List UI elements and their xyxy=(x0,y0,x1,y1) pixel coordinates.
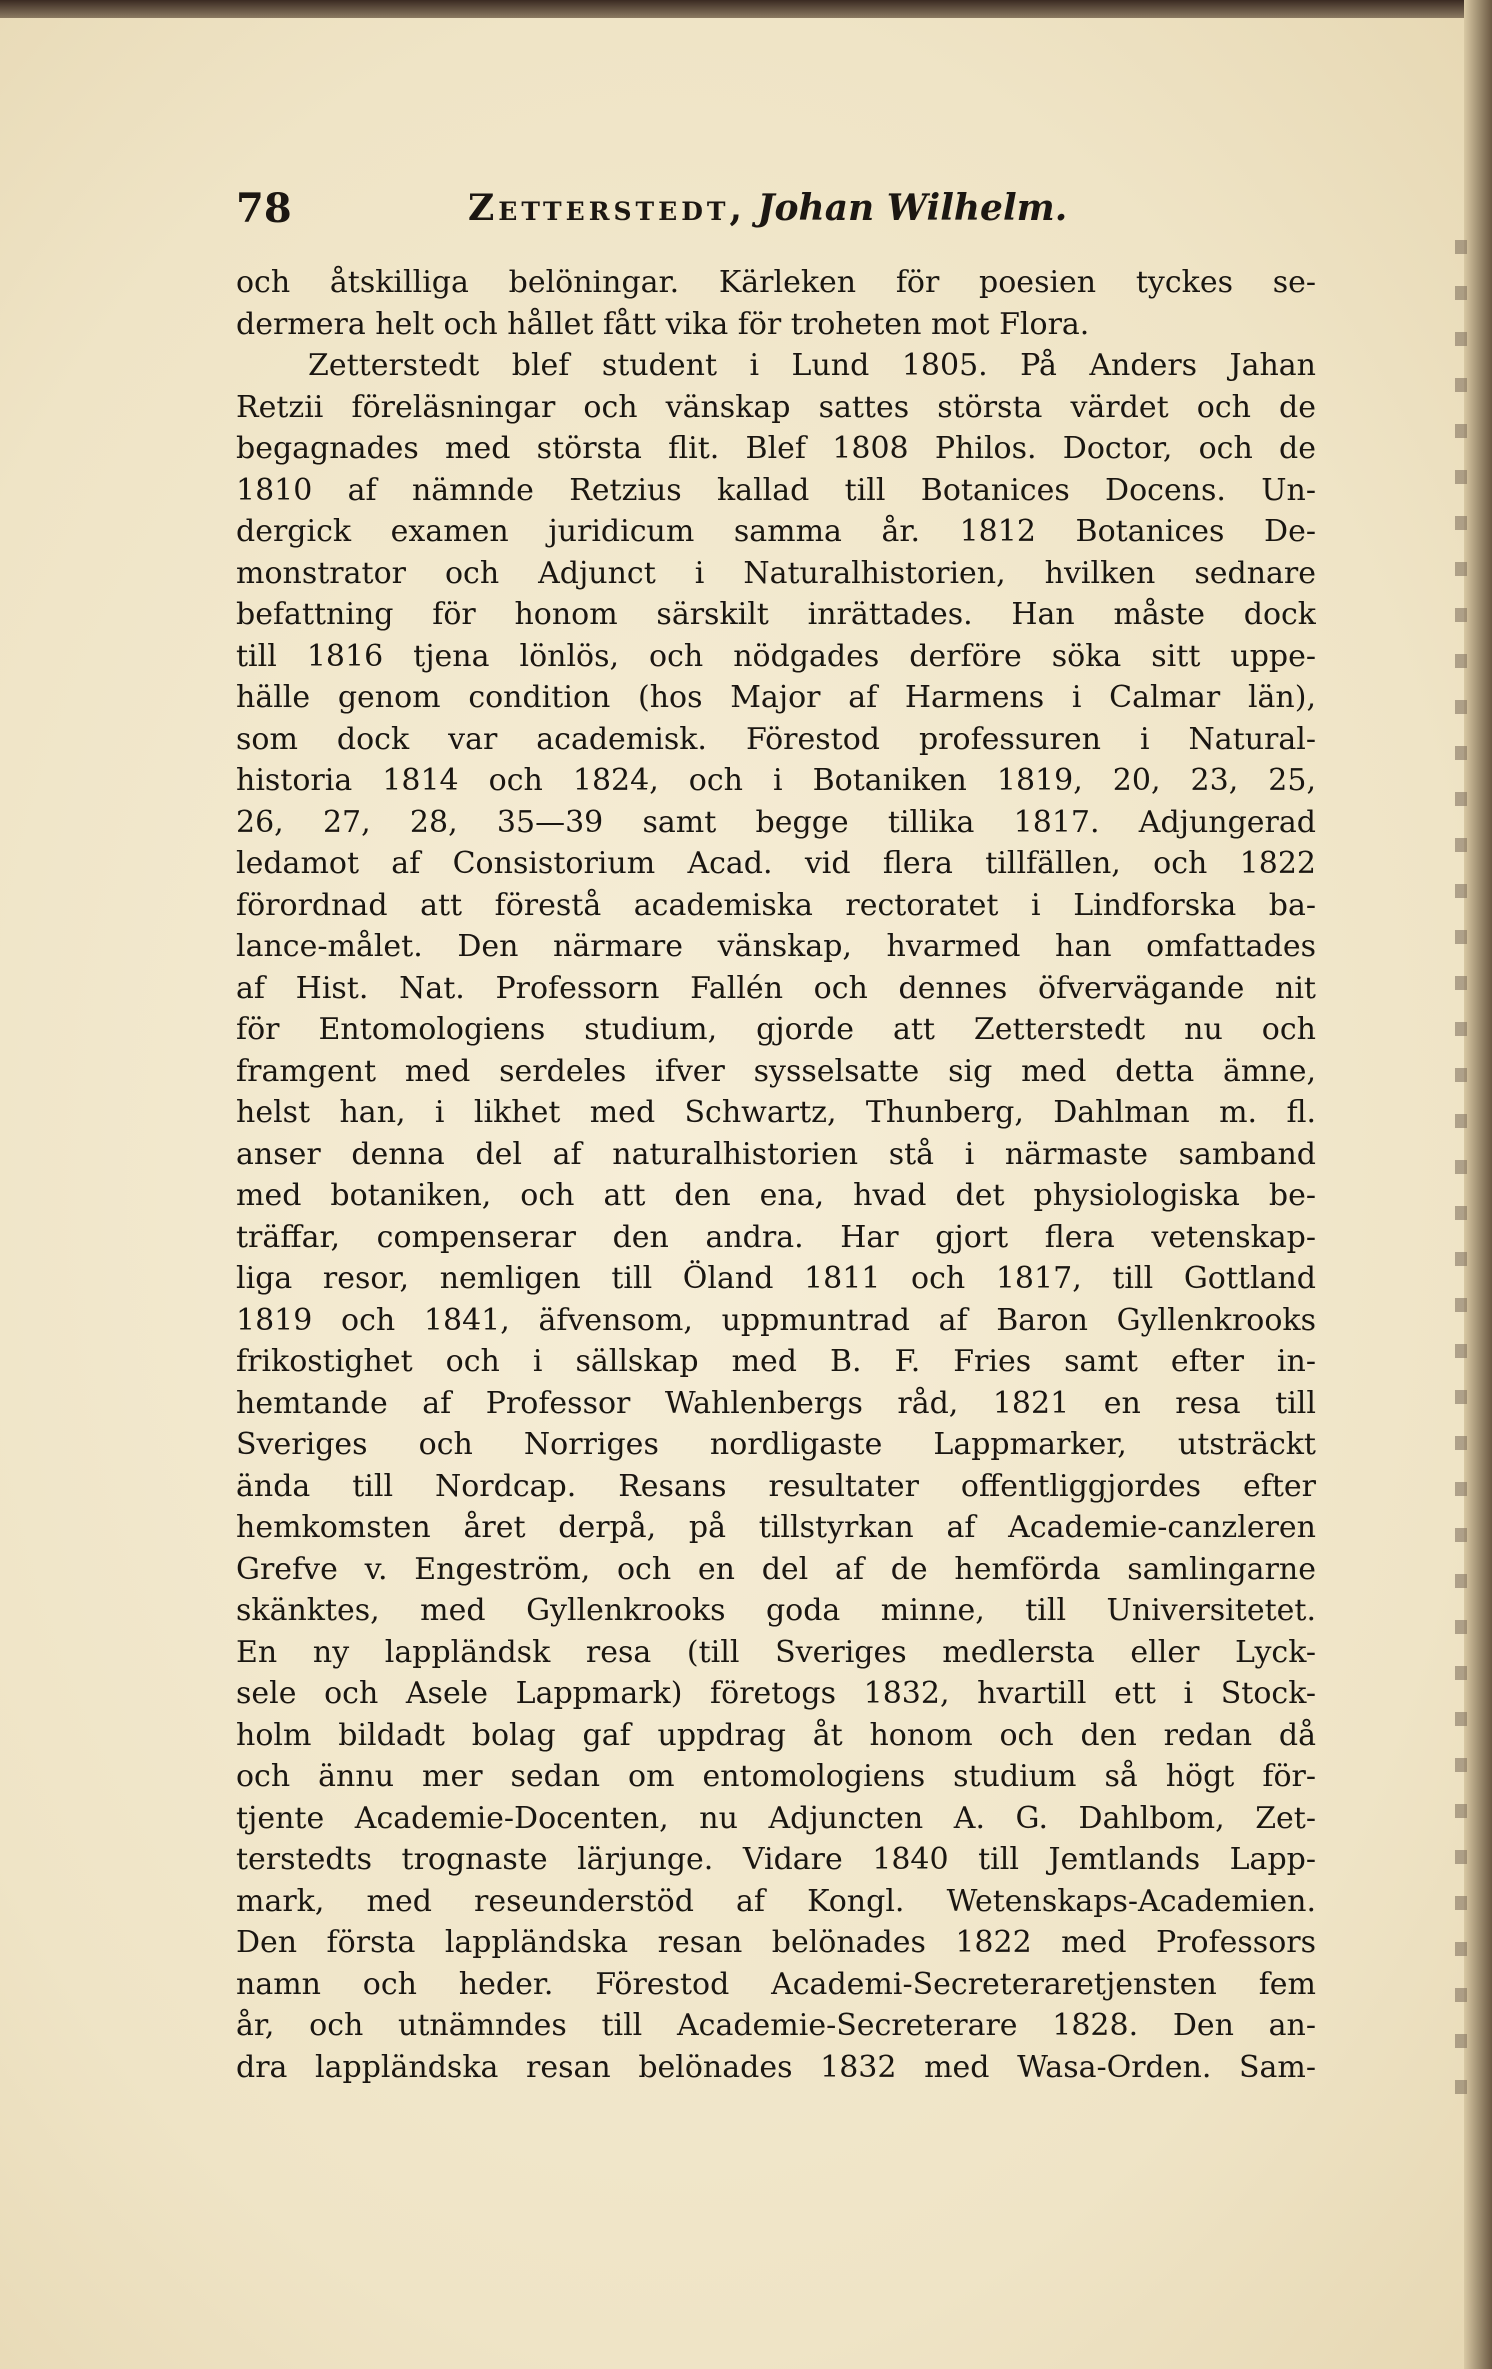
text-line: förordnad att förestå academiska rectoratet i Lindforska ba- xyxy=(236,887,1316,923)
text-line: tjente Academie-Docenten, nu Adjuncten A. G. Dahlbom, Zet- xyxy=(236,1800,1316,1836)
text-line: framgent med serdeles ifver sysselsatte sig med detta ämne, xyxy=(236,1053,1316,1089)
text-line: befattning för honom särskilt inrättades. Han måste dock xyxy=(236,597,1316,632)
text-line: hemtande af Professor Wahlenbergs råd, 1821 en resa till xyxy=(236,1385,1316,1421)
text-line: och ännu mer sedan om entomologiens studium så högt för- xyxy=(236,1759,1316,1794)
text-line: lance-målet. Den närmare vänskap, hvarmed han omfattades xyxy=(236,929,1316,964)
page-header xyxy=(236,185,1316,245)
text-line: ända till Nordcap. Resans resultater offentliggjordes efter xyxy=(236,1468,1316,1504)
text-line: mark, med reseunderstöd af Kongl. Wetenskaps-Academien. xyxy=(236,1883,1316,1919)
text-line: för Entomologiens studium, gjorde att Zetterstedt nu och xyxy=(236,1012,1316,1047)
text-line: till 1816 tjena lönlös, och nödgades derföre söka sitt uppe- xyxy=(236,638,1316,674)
text-line: terstedts trognaste lärjunge. Vidare 1840 till Jemtlands Lapp- xyxy=(236,1842,1316,1877)
page-right-edge xyxy=(1464,0,1492,2369)
text-line: dra lappländska resan belönades 1832 med Wasa-Orden. Sam- xyxy=(236,2049,1316,2085)
text-line: hälle genom condition (hos Major af Harmens i Calmar län), xyxy=(236,680,1316,715)
text-line: anser denna del af naturalhistorien stå i närmaste samband xyxy=(236,1136,1316,1172)
text-line: holm bildadt bolag gaf uppdrag åt honom och den redan då xyxy=(236,1717,1316,1753)
text-line: träffar, compenserar den andra. Har gjort flera vetenskap- xyxy=(236,1219,1316,1255)
text-line: ledamot af Consistorium Acad. vid flera tillfällen, och 1822 xyxy=(236,846,1316,881)
text-line: monstrator och Adjunct i Naturalhistorien, hvilken sednare xyxy=(236,555,1316,591)
text-line: hemkomsten året derpå, på tillstyrkan af Academie-canzleren xyxy=(236,1510,1316,1545)
text-line: sele och Asele Lappmark) företogs 1832, hvartill ett i Stock- xyxy=(236,1676,1316,1711)
text-line: Grefve v. Engeström, och en del af de hemförda samlingarne xyxy=(236,1551,1316,1587)
text-line: med botaniken, och att den ena, hvad det physiologiska be- xyxy=(236,1178,1316,1213)
text-line: namn och heder. Förestod Academi-Secreteraretjensten fem xyxy=(236,1966,1316,2002)
running-head xyxy=(468,187,1067,229)
text-line: Retzii föreläsningar och vänskap sattes största värdet och de xyxy=(236,389,1316,425)
page-top-edge xyxy=(0,0,1492,18)
text-line: frikostighet och i sällskap med B. F. Fries samt efter in- xyxy=(236,1344,1316,1379)
text-line: En ny lappländsk resa (till Sveriges medlersta eller Lyck- xyxy=(236,1634,1316,1670)
text-line: Zetterstedt blef student i Lund 1805. På Anders Jahan xyxy=(308,348,1316,383)
text-line: 1819 och 1841, äfvensom, uppmuntrad af Baron Gyllenkrooks xyxy=(236,1302,1316,1338)
text-line: 1810 af nämnde Retzius kallad till Botanices Docens. Un- xyxy=(236,472,1316,508)
text-line: Sveriges och Norriges nordligaste Lappmarker, utsträckt xyxy=(236,1427,1316,1462)
text-line: och åtskilliga belöningar. Kärleken för poesien tyckes se- xyxy=(236,265,1316,300)
text-line: som dock var academisk. Förestod professuren i Natural- xyxy=(236,721,1316,757)
text-line: 26, 27, 28, 35—39 samt begge tillika 1817. Adjungerad xyxy=(236,804,1316,840)
text-line: dergick examen juridicum samma år. 1812 Botanices De- xyxy=(236,514,1316,549)
page-number: 78 xyxy=(236,185,292,232)
text-line: liga resor, nemligen till Öland 1811 och 1817, till Gottland xyxy=(236,1261,1316,1296)
running-head-forenames: Johan Wilhelm. xyxy=(757,187,1068,229)
bleed-through-margin xyxy=(1455,240,1467,2120)
text-line: skänktes, med Gyllenkrooks goda minne, till Universitetet. xyxy=(236,1593,1316,1628)
text-line: begagnades med största flit. Blef 1808 Philos. Doctor, och de xyxy=(236,431,1316,466)
body-text xyxy=(236,262,1316,2088)
running-head-surname: Zetterstedt, xyxy=(468,187,747,229)
text-line: Den första lappländska resan belönades 1822 med Professors xyxy=(236,1925,1316,1960)
text-line: historia 1814 och 1824, och i Botaniken 1819, 20, 23, 25, xyxy=(236,763,1316,798)
text-line: dermera helt och hållet fått vika för troheten mot Flora. xyxy=(236,306,1090,342)
text-line: af Hist. Nat. Professorn Fallén och dennes öfvervägande nit xyxy=(236,970,1316,1006)
text-line: år, och utnämndes till Academie-Secreterare 1828. Den an- xyxy=(236,2008,1316,2043)
text-line: helst han, i likhet med Schwartz, Thunberg, Dahlman m. fl. xyxy=(236,1095,1316,1130)
